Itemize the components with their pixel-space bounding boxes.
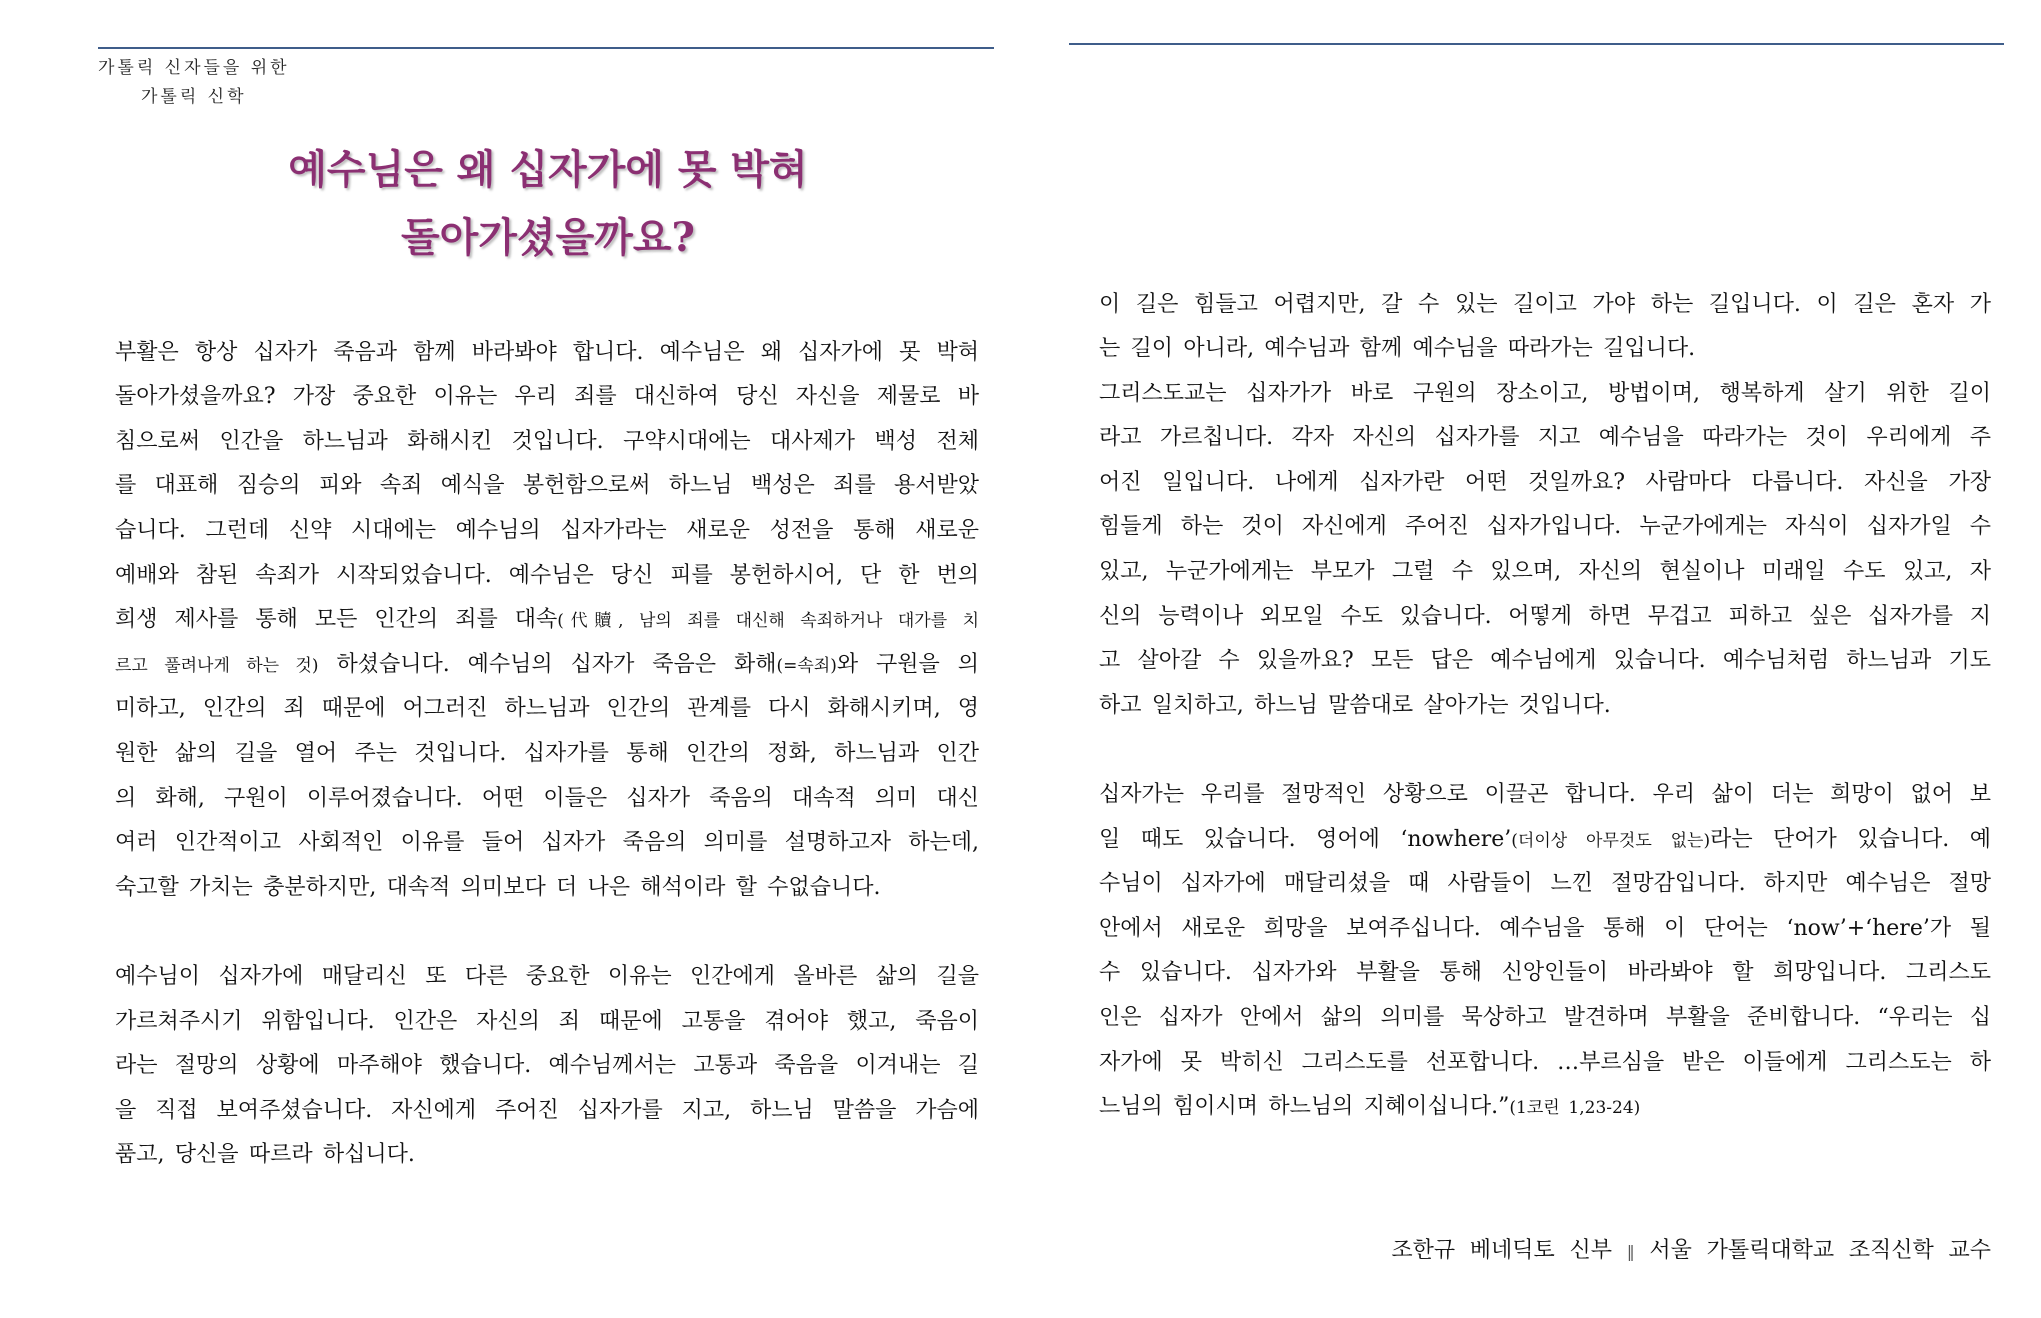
paragraph	[1099, 773, 1991, 1130]
text-line: 을 직접 보여주셨습니다. 자신에게 주어진 십자가를 지고, 하느님 말씀을 가슴에	[115, 1097, 979, 1123]
text-segment: 와 구원을 의	[836, 651, 979, 677]
paragraph	[1099, 372, 1991, 729]
text-line: 미하고, 인간의 죄 때문에 어그러진 하느님과 인간의 관계를 다시 화해시키며, 영	[115, 696, 979, 722]
text-segment: 하셨습니다. 예수님의 십자가 죽음은 화해	[318, 651, 777, 677]
article-title-line-1: 예수님은 왜 십자가에 못 박혀	[288, 146, 808, 193]
annotation-note: (더이상 아무것도 없는)	[1511, 830, 1711, 851]
text-line	[1099, 818, 1991, 863]
author-name: 조한규 베네딕토 신부	[1391, 1238, 1612, 1263]
article-title-line-2: 돌아가셨을까요?	[401, 214, 695, 261]
text-line: 십자가는 우리를 절망적인 상황으로 이끌곤 합니다. 우리 삶이 더는 희망이 없어 보	[1099, 782, 1991, 808]
annotation-note: (代贖, 남의 죄를 대신해 속죄하거나 대가를 치	[557, 611, 979, 632]
text-line: 라는 절망의 상황에 마주해야 했습니다. 예수님께서는 고통과 죽음을 이겨내는 길	[115, 1053, 979, 1079]
paragraph	[115, 955, 979, 1178]
right-page-top-rule	[1069, 43, 2004, 45]
text-line: 수 있습니다. 십자가와 부활을 통해 신앙인들이 바라봐야 할 희망입니다. 그리스도	[1099, 960, 1991, 986]
text-line: 가르쳐주시기 위함입니다. 인간은 자신의 죄 때문에 고통을 겪어야 했고, 죽음이	[115, 1008, 979, 1034]
paragraph	[115, 331, 979, 911]
text-line: 품고, 당신을 따르라 하십니다.	[115, 1142, 415, 1168]
text-line: 이 길은 힘들고 어렵지만, 갈 수 있는 길이고 가야 하는 길입니다. 이 길은 혼자 가	[1099, 291, 1991, 317]
paragraph	[1099, 283, 1991, 372]
text-line: 예배와 참된 속죄가 시작되었습니다. 예수님은 당신 피를 봉헌하시어, 단 한 번의	[115, 562, 979, 588]
series-label-line-2: 가톨릭 신학	[141, 87, 247, 107]
credit-separator: ‖	[1626, 1242, 1635, 1261]
author-affiliation: 서울 가톨릭대학교 조직신학 교수	[1649, 1238, 1991, 1263]
text-segment: 일 때도 있습니다. 영어에 ‘nowhere’	[1099, 826, 1512, 852]
text-line: 고 살아갈 수 있을까요? 모든 답은 예수님에게 있습니다. 예수님처럼 하느님과 기도	[1099, 648, 1991, 674]
text-line: 그리스도교는 십자가가 바로 구원의 장소이고, 방법이며, 행복하게 살기 위한 길이	[1099, 380, 1991, 406]
text-line: 습니다. 그런데 신약 시대에는 예수님의 십자가라는 새로운 성전을 통해 새로운	[115, 518, 979, 544]
text-line: 신의 능력이나 외모일 수도 있습니다. 어떻게 하면 무겁고 피하고 싶은 십자가를 지	[1099, 603, 1991, 629]
text-line: 하고 일치하고, 하느님 말씀대로 살아가는 것입니다.	[1099, 692, 1611, 718]
text-line: 침으로써 인간을 하느님과 화해시킨 것입니다. 구약시대에는 대사제가 백성 전체	[115, 428, 979, 454]
series-label-line-1: 가톨릭 신자들을 위한	[98, 58, 290, 78]
left-page-body	[115, 331, 979, 1178]
annotation-note: 르고 풀려나게 하는 것)	[115, 655, 319, 676]
right-page-body	[1099, 283, 1991, 1130]
text-line: 는 길이 아니라, 예수님과 함께 예수님을 따라가는 길입니다.	[1099, 336, 1696, 362]
annotation-note: (=속죄)	[776, 655, 837, 676]
text-line: 의 화해, 구원이 이루어졌습니다. 어떤 이들은 십자가 죽음의 대속적 의미 대신	[115, 785, 979, 811]
author-credit	[1391, 1228, 1991, 1274]
text-line	[115, 598, 979, 643]
text-line: 원한 삶의 길을 열어 주는 것입니다. 십자가를 통해 인간의 정화, 하느님과 인간	[115, 741, 979, 767]
text-line: 를 대표해 짐승의 피와 속죄 예식을 봉헌함으로써 하느님 백성은 죄를 용서받았	[115, 473, 979, 499]
text-line: 수님이 십자가에 매달리셨을 때 사람들이 느낀 절망감입니다. 하지만 예수님은 절망	[1099, 871, 1991, 897]
text-line	[1099, 1085, 1991, 1130]
text-line: 돌아가셨을까요? 가장 중요한 이유는 우리 죄를 대신하여 당신 자신을 제물로 바	[115, 384, 979, 410]
text-line: 자가에 못 박히신 그리스도를 선포합니다. …부르심을 받은 이들에게 그리스도는 하	[1099, 1049, 1991, 1075]
text-line: 힘들게 하는 것이 자신에게 주어진 십자가입니다. 누군가에게는 자식이 십자가일 수	[1099, 514, 1991, 540]
text-line: 어진 일입니다. 나에게 십자가란 어떤 것일까요? 사람마다 다릅니다. 자신을 가장	[1099, 469, 1991, 495]
article-title	[98, 136, 998, 272]
left-page-top-rule	[98, 47, 994, 49]
text-segment: 느님의 힘이시며 하느님의 지혜이십니다.”	[1099, 1094, 1510, 1120]
annotation-note: (1코린 1,23-24)	[1509, 1098, 1641, 1119]
text-segment: 희생 제사를 통해 모든 인간의 죄를 대속	[115, 607, 558, 633]
text-line: 라고 가르칩니다. 각자 자신의 십자가를 지고 예수님을 따라가는 것이 우리에게 주	[1099, 425, 1991, 451]
text-segment: 라는 단어가 있습니다. 예	[1710, 826, 1991, 852]
text-line: 예수님이 십자가에 매달리신 또 다른 중요한 이유는 인간에게 올바른 삶의 길을	[115, 964, 979, 989]
text-line	[115, 643, 979, 688]
text-line: 인은 십자가 안에서 삶의 의미를 묵상하고 발견하며 부활을 준비합니다. “우리는 십	[1099, 1005, 1991, 1030]
text-line: 숙고할 가치는 충분하지만, 대속적 의미보다 더 나은 해석이라 할 수없습니다.	[115, 874, 881, 900]
text-line: 부활은 항상 십자가 죽음과 함께 바라봐야 합니다. 예수님은 왜 십자가에 못 박혀	[115, 339, 979, 365]
text-line: 안에서 새로운 희망을 보여주십니다. 예수님을 통해 이 단어는 ‘now’+‘here’가 될	[1099, 915, 1991, 941]
text-line: 있고, 누군가에게는 부모가 그럴 수 있으며, 자신의 현실이나 미래일 수도 있고, 자	[1099, 559, 1991, 585]
text-line: 여러 인간적이고 사회적인 이유를 들어 십자가 죽음의 의미를 설명하고자 하는데,	[115, 830, 979, 856]
